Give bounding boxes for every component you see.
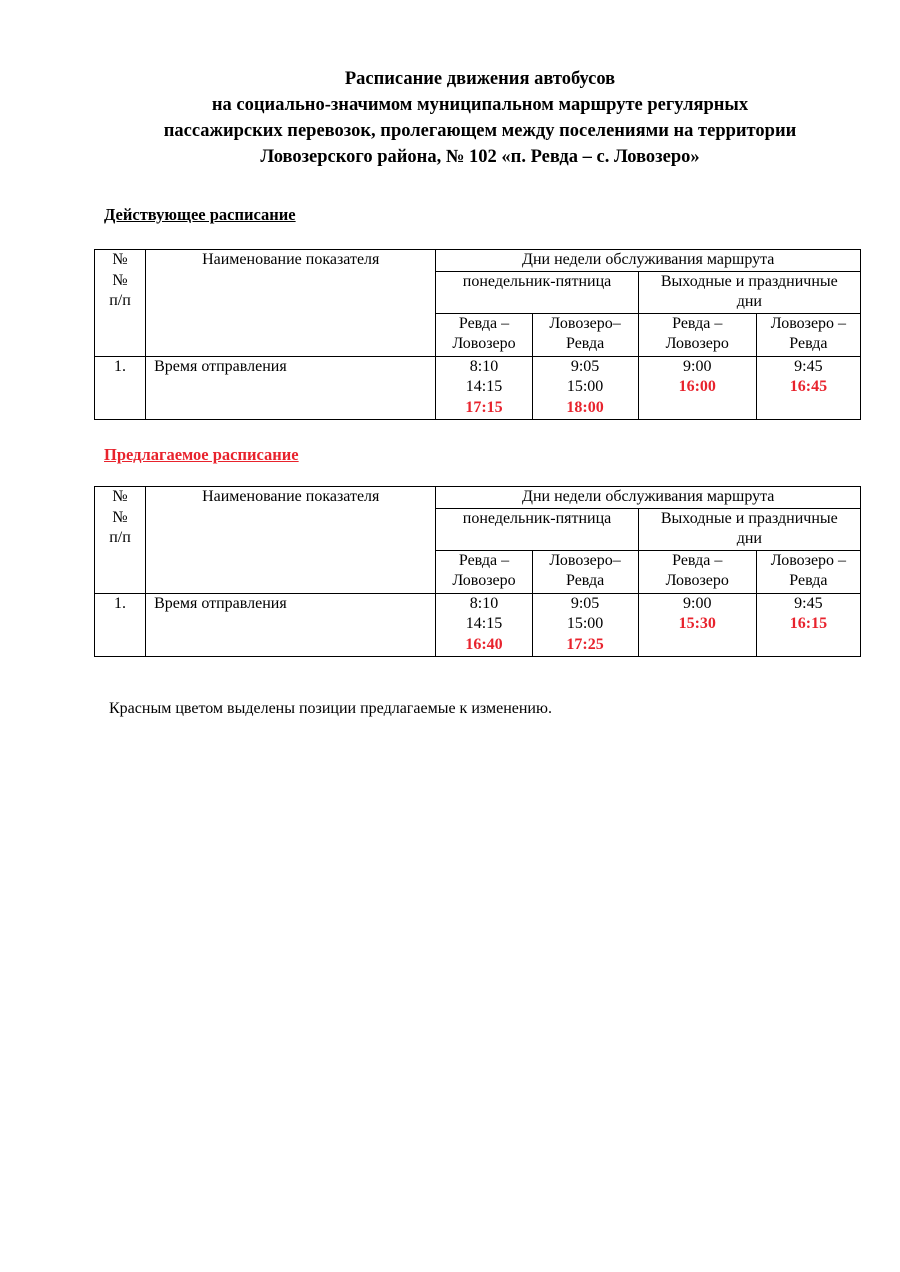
header-days: Дни недели обслуживания маршрута [436, 487, 861, 509]
time-cell: 9:05 15:00 17:25 [532, 593, 638, 656]
page-title [60, 66, 900, 170]
proposed-schedule-heading: Предлагаемое расписание [104, 445, 299, 464]
header-indicator: Наименование показателя [146, 487, 436, 594]
title-line: на социально-значимом муниципальном маршруте регулярных [211, 95, 749, 115]
time-cell: 9:00 16:00 [638, 356, 756, 419]
time-cell: 8:10 14:15 16:40 [436, 593, 532, 656]
title-line: Расписание движения автобусов [344, 69, 616, 89]
header-number: № № п/п [95, 487, 146, 594]
table-row [95, 593, 861, 656]
proposed-schedule-table [94, 486, 861, 657]
header-direction: Ловозеро– Ревда [532, 313, 638, 356]
header-direction: Ловозеро– Ревда [532, 550, 638, 593]
row-name: Время отправления [146, 593, 436, 656]
header-weekdays: понедельник-пятница [436, 508, 638, 550]
header-direction: Ловозеро – Ревда [756, 550, 860, 593]
header-direction: Ревда – Ловозеро [638, 550, 756, 593]
header-direction: Ревда – Ловозеро [436, 550, 532, 593]
footnote: Красным цветом выделены позиции предлагаемые к изменению. [109, 700, 552, 717]
header-days: Дни недели обслуживания маршрута [436, 250, 861, 272]
header-direction: Ловозеро – Ревда [756, 313, 860, 356]
current-schedule-table [94, 249, 861, 420]
header-direction: Ревда – Ловозеро [638, 313, 756, 356]
table-row [95, 356, 861, 419]
time-cell: 9:45 16:45 [756, 356, 860, 419]
current-schedule-heading: Действующее расписание [104, 205, 296, 224]
header-number: № № п/п [95, 250, 146, 357]
header-weekends: Выходные и праздничные дни [638, 508, 860, 550]
time-cell: 9:05 15:00 18:00 [532, 356, 638, 419]
header-direction: Ревда – Ловозеро [436, 313, 532, 356]
row-number: 1. [95, 593, 146, 656]
header-weekends: Выходные и праздничные дни [638, 271, 860, 313]
row-number: 1. [95, 356, 146, 419]
time-cell: 9:00 15:30 [638, 593, 756, 656]
row-name: Время отправления [146, 356, 436, 419]
header-indicator: Наименование показателя [146, 250, 436, 357]
time-cell: 9:45 16:15 [756, 593, 860, 656]
header-weekdays: понедельник-пятница [436, 271, 638, 313]
time-cell: 8:10 14:15 17:15 [436, 356, 532, 419]
title-line: пассажирских перевозок, пролегающем между поселениями на территории [163, 121, 797, 141]
title-line: Ловозерского района, № 102 «п. Ревда – с. Ловозеро» [260, 147, 700, 167]
